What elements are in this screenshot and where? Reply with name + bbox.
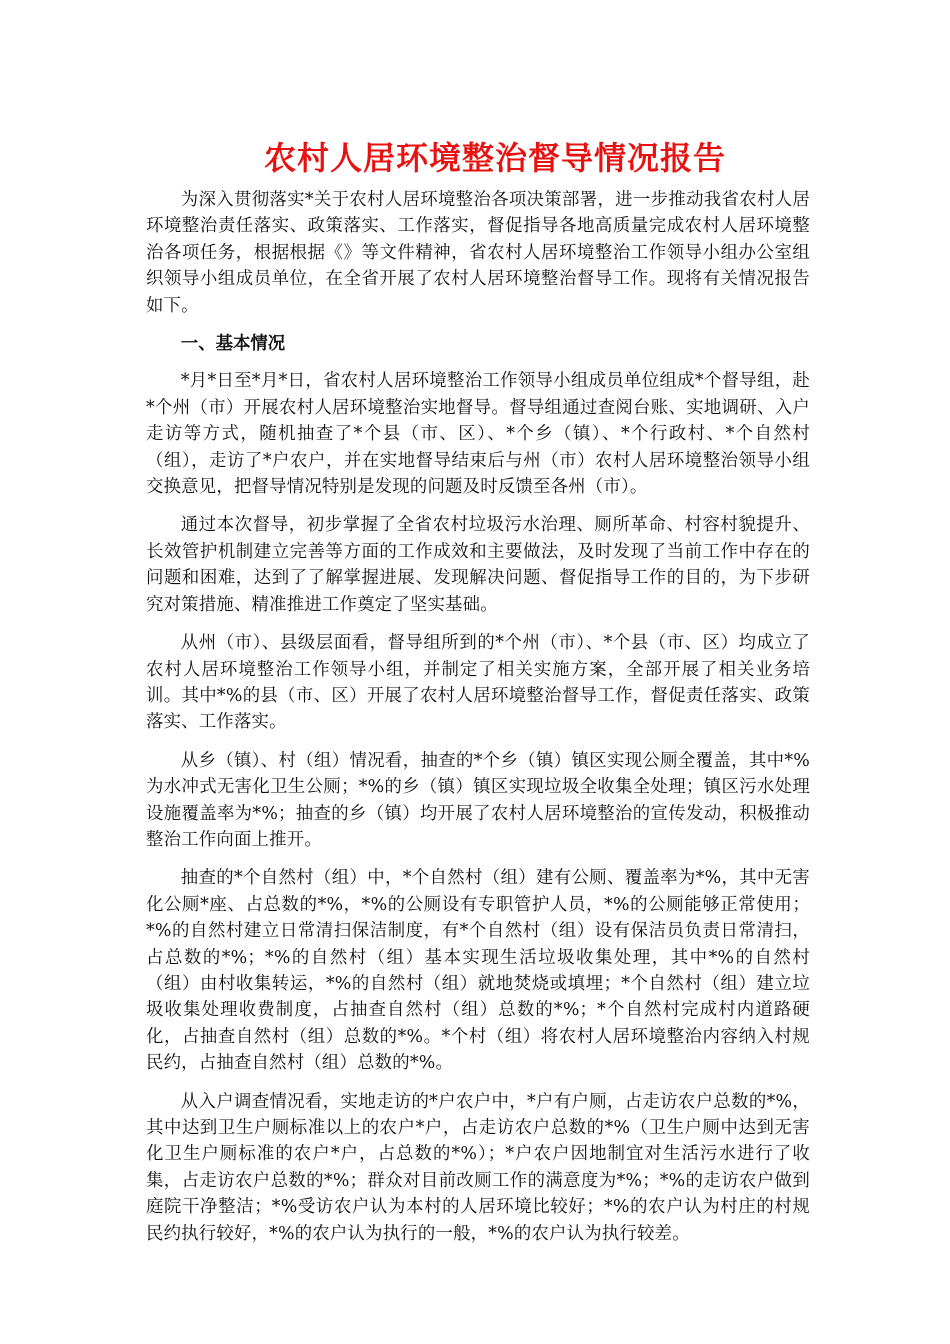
section-heading-basic-situation: 一、基本情况 — [180, 334, 286, 355]
paragraph-township-village-level: 从乡（镇）、村（组）情况看，抽查的*个乡（镇）镇区实现公厕全覆盖，其中*%为水冲式无害化卫生公厕；*%的乡（镇）镇区实现垃圾全收集全处理；镇区污水处理设施覆盖率为*%；抽查的乡（镇）均开展了农村人居环境整治的宣传发动，积极推动整治工作向面上推开。 — [146, 750, 810, 850]
paragraph-supervision-results: 通过本次督导，初步掌握了全省农村垃圾污水治理、厕所革命、村容村貌提升、长效管护机制建立完善等方面的工作成效和主要做法，及时发现了当前工作中存在的问题和困难，达到了了解掌握进展、发现解决问题、督促指导工作的目的，为下步研究对策措施、精准推进工作奠定了坚实基础。 — [146, 515, 810, 615]
paragraph-supervision-overview: *月*日至*月*日，省农村人居环境整治工作领导小组成员单位组成*个督导组，赴*个州（市）开展农村人居环境整治实地督导。督导组通过查阅台账、实地调研、入户走访等方式，随机抽查了*个县（市、区）、*个乡（镇）、*个行政村、*个自然村（组），走访了*户农户，并在实地督导结束后与州（市）农村人居环境整治领导小组交换意见，把督导情况特别是发现的问题及时反馈至各州（市）。 — [146, 371, 810, 498]
paragraph-household-survey: 从入户调查情况看，实地走访的*户农户中，*户有户厕，占走访农户总数的*%，其中达到卫生户厕标准以上的农户*户，占走访农户总数的*%（卫生户厕中达到无害化卫生户厕标准的农户*户，占总数的*%）；*户农户因地制宜对生活污水进行了收集，占走访农户总数的*%；群众对目前改厕工作的满意度为*%；*%的走访农户做到庭院干净整洁；*%受访农户认为本村的人居环境比较好；*%的农户认为村庄的村规民约执行较好，*%的农户认为执行的一般，*%的农户认为执行较差。 — [146, 1091, 810, 1244]
document-body — [146, 187, 810, 1259]
paragraph-prefecture-county-level: 从州（市）、县级层面看，督导组所到的*个州（市）、*个县（市、区）均成立了农村人居环境整治工作领导小组，并制定了相关实施方案，全部开展了相关业务培训。其中*%的县（市、区）开展了农村人居环境整治督导工作，督促责任落实、政策落实、工作落实。 — [146, 633, 810, 733]
paragraph-natural-village-survey: 抽查的*个自然村（组）中，*个自然村（组）建有公厕、覆盖率为*%，其中无害化公厕*座、占总数的*%，*%的公厕设有专职管护人员，*%的公厕能够正常使用；*%的自然村建立日常清扫保洁制度，有*个自然村（组）设有保洁员负责日常清扫，占总数的*%；*%的自然村（组）基本实现生活垃圾收集处理，其中*%的自然村（组）由村收集转运，*%的自然村（组）就地焚烧或填埋；*个自然村（组）建立垃圾收集处理收费制度，占抽查自然村（组）总数的*%；*个自然村完成村内道路硬化，占抽查自然村（组）总数的*%。*个村（组）将农村人居环境整治内容纳入村规民约，占抽查自然村（组）总数的*%。 — [146, 868, 810, 1074]
intro-paragraph: 为深入贯彻落实*关于农村人居环境整治各项决策部署，进一步推动我省农村人居环境整治责任落实、政策落实、工作落实，督促指导各地高质量完成农村人居环境整治各项任务，根据根据《》等文件精神，省农村人居环境整治工作领导小组办公室组织领导小组成员单位，在全省开展了农村人居环境整治督导工作。现将有关情况报告如下。 — [146, 190, 810, 316]
document-title: 农村人居环境整治督导情况报告 — [263, 139, 726, 177]
